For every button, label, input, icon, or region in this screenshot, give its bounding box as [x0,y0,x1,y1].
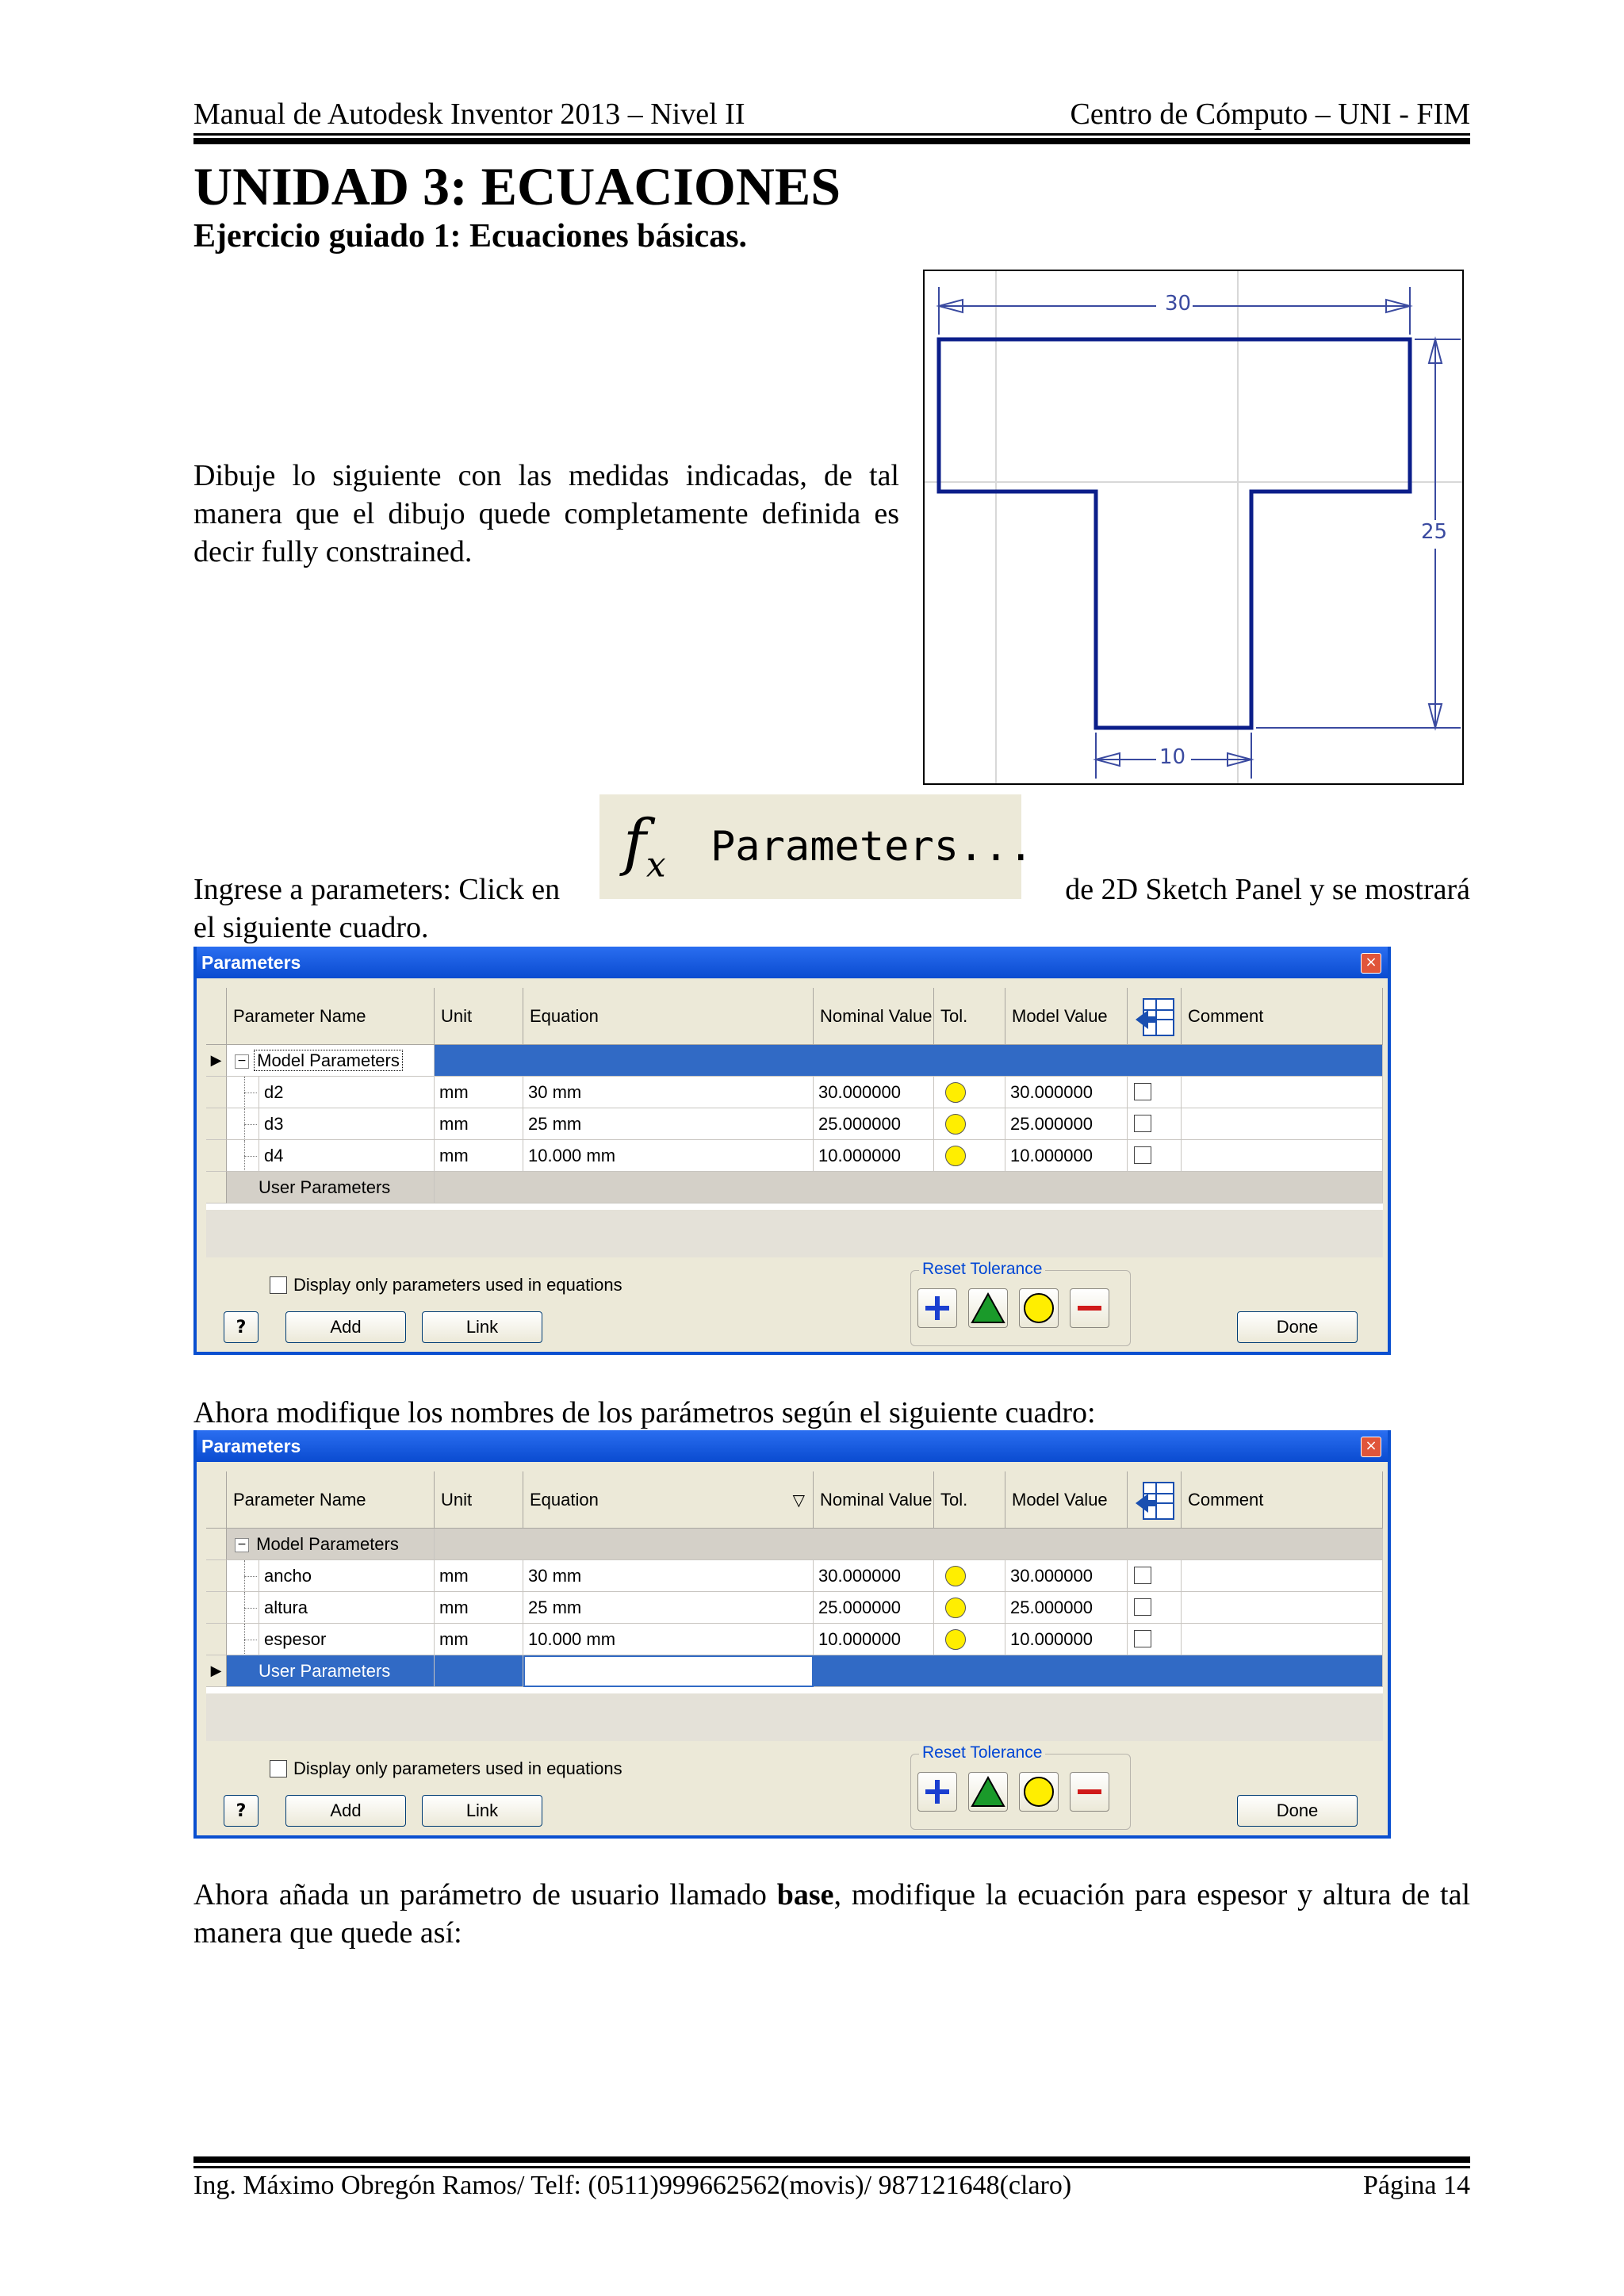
param-comment-cell[interactable] [1182,1624,1383,1655]
tolerance-circle-icon[interactable] [945,1114,966,1135]
col-nominal-value[interactable]: Nominal Value [814,988,934,1045]
nominal-tolerance-button[interactable] [1019,1288,1059,1328]
tree-connector [227,1108,259,1140]
collapse-icon[interactable]: − [235,1054,249,1069]
param-unit-cell[interactable]: mm [435,1077,523,1108]
param-model-cell: 10.000000 [1005,1140,1128,1172]
param-export-cell[interactable] [1128,1560,1182,1592]
param-unit-cell[interactable]: mm [435,1592,523,1624]
param-equation-cell[interactable]: 25 mm [523,1592,814,1624]
param-comment-cell[interactable] [1182,1077,1383,1108]
help-icon: ? [236,1801,247,1821]
param-name-cell[interactable]: d4 [259,1140,435,1172]
instruction-3-bold: base [776,1878,834,1911]
reset-tolerance-group [910,1260,1131,1346]
param-tol-cell[interactable] [934,1624,1005,1655]
export-checkbox[interactable] [1134,1146,1151,1164]
row-indicator-icon: ▶ [206,1655,227,1687]
tolerance-circle-icon[interactable] [945,1082,966,1103]
col-parameter-name[interactable]: Parameter Name [227,988,435,1045]
param-comment-cell[interactable] [1182,1560,1383,1592]
param-equation-cell[interactable]: 30 mm [523,1077,814,1108]
dim-right-label: 25 [1421,520,1448,544]
user-group-label: User Parameters [259,1177,391,1197]
parameters-button-label: Parameters... [710,823,1033,871]
param-unit-cell[interactable]: mm [435,1560,523,1592]
parameters-dialog-1 [193,947,1391,1355]
col-nominal-value[interactable]: Nominal Value [814,1471,934,1529]
col-equation[interactable]: Equation [523,988,814,1045]
instruction-3-before: Ahora añada un parámetro de usuario llamado [193,1878,767,1911]
export-checkbox[interactable] [1134,1598,1151,1616]
close-icon[interactable]: × [1361,953,1381,974]
col-export-icon[interactable] [1128,988,1182,1045]
user-group-cell[interactable] [227,1655,435,1687]
tolerance-circle-icon[interactable] [945,1598,966,1618]
col-equation[interactable] [523,1471,814,1529]
param-export-cell[interactable] [1128,1624,1182,1655]
col-parameter-name[interactable]: Parameter Name [227,1471,435,1529]
param-nominal-cell: 10.000000 [814,1140,934,1172]
col-model-value[interactable]: Model Value [1005,988,1128,1045]
export-checkbox[interactable] [1134,1630,1151,1647]
col-tol[interactable]: Tol. [934,1471,1005,1529]
reset-tolerance-label: Reset Tolerance [919,1743,1045,1762]
model-group-highlight[interactable] [435,1045,1383,1077]
param-tol-cell[interactable] [934,1108,1005,1140]
nominal-tolerance-button[interactable] [1019,1772,1059,1812]
col-export-icon[interactable] [1128,1471,1182,1529]
instruction-1-after: de 2D Sketch Panel y se mostrará [1065,873,1470,906]
reset-tolerance-label: Reset Tolerance [919,1260,1045,1279]
parameters-grid [206,988,1383,1210]
done-button[interactable]: Done [1237,1795,1358,1827]
filter-icon[interactable]: ▽ [792,1490,805,1510]
row-header [206,1560,227,1592]
dialog-title: Parameters [197,947,1388,978]
param-nominal-cell: 25.000000 [814,1108,934,1140]
exercise-title: Ejercicio guiado 1: Ecuaciones básicas. [193,218,748,254]
parameters-dialog-2 [193,1430,1391,1839]
instruction-2: Ahora modifique los nombres de los parámetros según el siguiente cuadro: [193,1396,1096,1429]
row-header [206,1140,227,1172]
tree-connector [227,1140,259,1172]
footer-rule-thin [193,2166,1470,2168]
footer-right: Página 14 [1362,2171,1470,2200]
link-button[interactable]: Link [422,1795,542,1827]
reset-tolerance-group [910,1743,1131,1830]
dim-top-label: 30 [1165,292,1192,316]
footer-rule-thick [193,2156,1470,2163]
col-model-value[interactable]: Model Value [1005,1471,1128,1529]
fx-icon: $f_x$ [623,807,666,886]
param-name-cell[interactable]: altura [259,1592,435,1624]
param-tol-cell[interactable] [934,1560,1005,1592]
tree-connector [227,1592,259,1624]
export-checkbox[interactable] [1134,1083,1151,1100]
instruction-1-line2: el siguiente cuadro. [193,911,429,944]
param-tol-cell[interactable] [934,1077,1005,1108]
param-export-cell[interactable] [1128,1140,1182,1172]
plus-tolerance-button[interactable] [917,1772,957,1812]
param-comment-cell[interactable] [1182,1140,1383,1172]
tree-connector [227,1077,259,1108]
col-tol[interactable]: Tol. [934,988,1005,1045]
row-header [206,1077,227,1108]
row-indicator-icon: ▶ [206,1045,227,1077]
intro-paragraph: Dibuje lo siguiente con las medidas indicadas, de tal manera que el dibujo quede completamente definida es decir fully constrained. [193,459,899,568]
param-comment-cell[interactable] [1182,1108,1383,1140]
link-button[interactable]: Link [422,1311,542,1343]
dim-bottom-label: 10 [1159,745,1186,769]
col-comment[interactable]: Comment [1182,1471,1383,1529]
footer-left: Ing. Máximo Obregón Ramos/ Telf: (0511)999662562(movis)/ 987121648(claro) [193,2171,1072,2200]
collapse-icon[interactable]: − [235,1538,249,1552]
param-nominal-cell: 30.000000 [814,1077,934,1108]
param-nominal-cell: 25.000000 [814,1592,934,1624]
model-group-label: Model Parameters [254,1050,403,1071]
param-equation-cell[interactable]: 10.000 mm [523,1624,814,1655]
param-equation-cell[interactable]: 25 mm [523,1108,814,1140]
param-unit-cell[interactable]: mm [435,1108,523,1140]
minus-tolerance-button[interactable] [1070,1772,1109,1812]
instruction-3 [193,1876,1470,1952]
parameters-button-image[interactable] [599,794,1033,899]
display-only-label: Display only parameters used in equations [293,1275,622,1295]
col-equation-label: Equation [530,1490,599,1510]
tolerance-circle-icon[interactable] [945,1566,966,1586]
tolerance-circle-icon[interactable] [945,1629,966,1650]
param-tol-cell[interactable] [934,1140,1005,1172]
user-equation-edit[interactable] [523,1655,814,1687]
instruction-3-after: , modifique la ecuación para espesor y altura de tal manera que quede así: [193,1878,1471,1950]
help-button[interactable] [224,1311,259,1343]
done-button[interactable]: Done [1237,1311,1358,1343]
help-icon: ? [236,1318,247,1337]
param-equation-cell[interactable]: 30 mm [523,1560,814,1592]
user-group-label: User Parameters [259,1661,391,1681]
param-model-cell: 30.000000 [1005,1077,1128,1108]
param-export-cell[interactable] [1128,1077,1182,1108]
param-name-cell[interactable]: d2 [259,1077,435,1108]
param-tol-cell[interactable] [934,1592,1005,1624]
median-tolerance-button[interactable] [968,1772,1008,1812]
param-unit-cell[interactable]: mm [435,1140,523,1172]
minus-tolerance-button[interactable] [1070,1288,1109,1328]
param-name-cell[interactable]: espesor [259,1624,435,1655]
user-group-cell[interactable] [227,1172,435,1203]
display-only-label: Display only parameters used in equations [293,1758,622,1778]
header-left: Manual de Autodesk Inventor 2013 – Nivel II [193,98,745,131]
header-rule-thin [193,133,1470,136]
plus-tolerance-button[interactable] [917,1288,957,1328]
param-export-cell[interactable] [1128,1592,1182,1624]
param-export-cell[interactable] [1128,1108,1182,1140]
param-comment-cell[interactable] [1182,1592,1383,1624]
param-nominal-cell: 10.000000 [814,1624,934,1655]
param-model-cell: 25.000000 [1005,1108,1128,1140]
median-tolerance-button[interactable] [968,1288,1008,1328]
param-unit-cell[interactable]: mm [435,1624,523,1655]
param-model-cell: 30.000000 [1005,1560,1128,1592]
row-header [206,1108,227,1140]
display-only-checkbox[interactable] [270,1276,287,1294]
model-group-label: Model Parameters [256,1534,399,1554]
header-right: Centro de Cómputo – UNI - FIM [1070,98,1470,131]
help-button[interactable] [224,1795,259,1827]
model-group-cell[interactable] [227,1045,435,1077]
col-comment[interactable]: Comment [1182,988,1383,1045]
close-icon[interactable]: × [1361,1437,1381,1457]
col-unit[interactable]: Unit [435,1471,523,1529]
header-rule-thick [193,138,1470,144]
export-checkbox[interactable] [1134,1567,1151,1584]
col-unit[interactable]: Unit [435,988,523,1045]
param-model-cell: 10.000000 [1005,1624,1128,1655]
param-name-cell[interactable]: d3 [259,1108,435,1140]
add-button[interactable]: Add [285,1795,406,1827]
param-name-cell[interactable]: ancho [259,1560,435,1592]
display-only-checkbox[interactable] [270,1760,287,1777]
row-header [206,1624,227,1655]
parameters-grid [206,1471,1383,1693]
tree-connector [227,1560,259,1592]
model-group-cell[interactable] [227,1529,435,1560]
param-equation-cell[interactable]: 10.000 mm [523,1140,814,1172]
tree-connector [227,1624,259,1655]
t-shape-sketch [923,270,1464,785]
row-header [206,1592,227,1624]
dialog-title: Parameters [197,1430,1388,1462]
tolerance-circle-icon[interactable] [945,1146,966,1166]
param-model-cell: 25.000000 [1005,1592,1128,1624]
export-checkbox[interactable] [1134,1115,1151,1132]
add-button[interactable]: Add [285,1311,406,1343]
unit-title: UNIDAD 3: ECUACIONES [193,156,841,216]
instruction-1-before: Ingrese a parameters: Click en [193,873,561,906]
param-nominal-cell: 30.000000 [814,1560,934,1592]
